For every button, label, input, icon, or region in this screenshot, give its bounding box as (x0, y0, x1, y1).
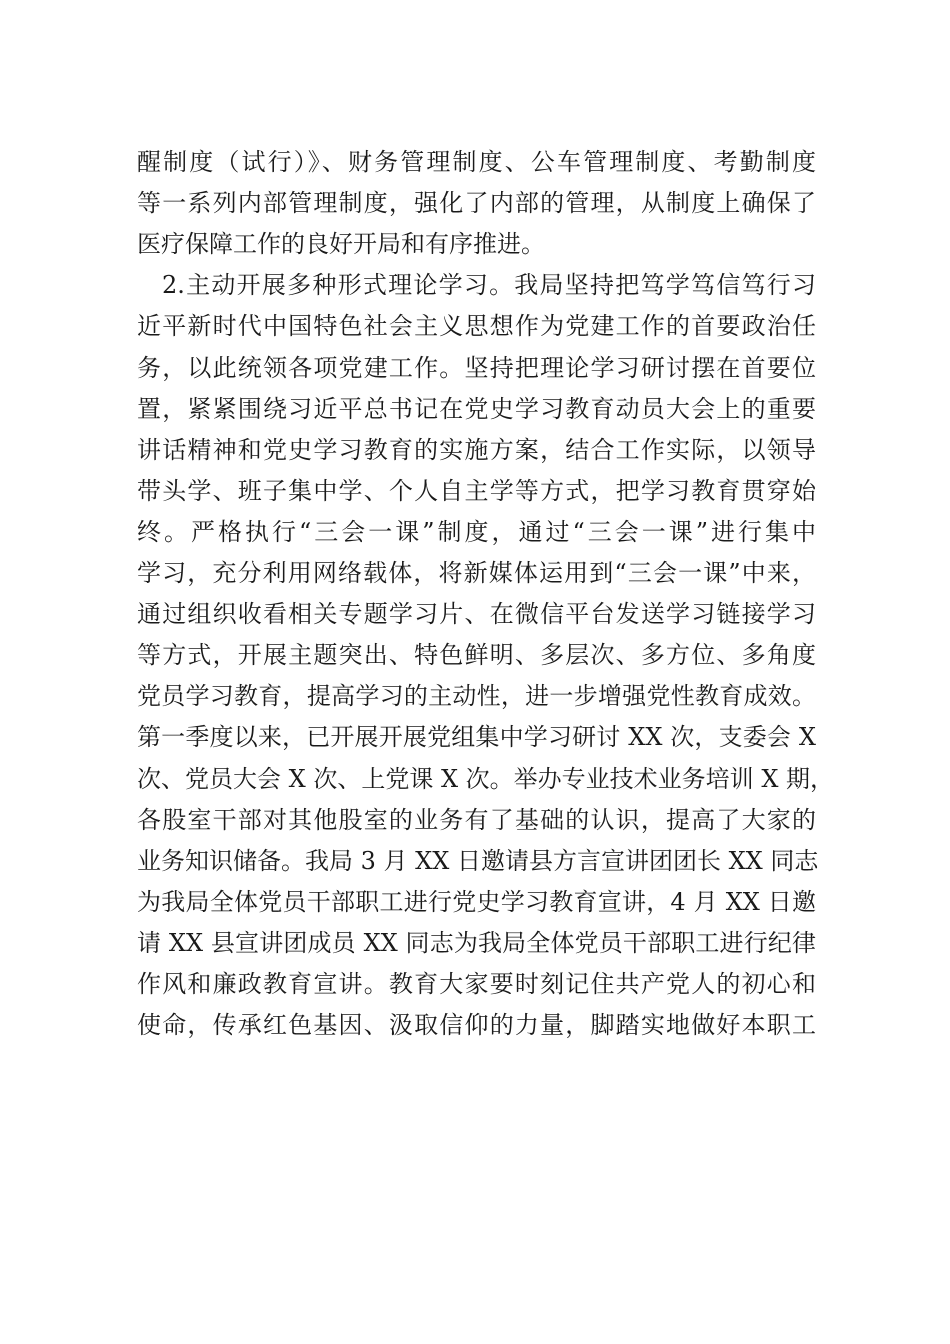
text-line: 请 XX 县宣讲团成员 XX 同志为我局全体党员干部职工进行纪律 (137, 928, 816, 957)
text-line: 医疗保障工作的良好开局和有序推进。 (137, 230, 545, 259)
text-line: 业务知识储备。我局 3 月 XX 日邀请县方言宣讲团团长 XX 同志 (137, 846, 819, 875)
text-line: 为我局全体党员干部职工进行党史学习教育宣讲，4 月 XX 日邀 (137, 887, 816, 916)
text-line: 讲话精神和党史学习教育的实施方案，结合工作实际，以领导 (137, 435, 816, 464)
text-line: 作风和廉政教育宣讲。教育大家要时刻记住共产党人的初心和 (137, 970, 816, 998)
text-line: 近平新时代中国特色社会主义思想作为党建工作的首要政治任 (137, 312, 816, 341)
text-line: 党员学习教育，提高学习的主动性，进一步增强党性教育成效。 (137, 682, 816, 711)
text-line: 终。严格执行“三会一课”制度，通过“三会一课”进行集中 (137, 517, 816, 546)
text-line: 醒制度（试行）》、财务管理制度、公车管理制度、考勤制度 (137, 148, 816, 176)
paragraph-heading-line: 2.主动开展多种形式理论学习。我局坚持把笃学笃信笃行习 (162, 271, 816, 300)
text-line: 带头学、班子集中学、个人自主学等方式，把学习教育贯穿始 (137, 476, 816, 505)
text-line: 学习，充分利用网络载体，将新媒体运用到“三会一课”中来， (137, 559, 816, 587)
text-line: 使命，传承红色基因、汲取信仰的力量，脚踏实地做好本职工 (137, 1011, 816, 1040)
text-line: 第一季度以来，已开展开展党组集中学习研讨 XX 次，支委会 X (137, 723, 816, 752)
text-line: 等方式，开展主题突出、特色鲜明、多层次、多方位、多角度 (137, 641, 816, 670)
text-line: 等一系列内部管理制度，强化了内部的管理，从制度上确保了 (137, 189, 816, 218)
text-line: 置，紧紧围绕习近平总书记在党史学习教育动员大会上的重要 (137, 394, 816, 423)
text-line: 次、党员大会 X 次、上党课 X 次。举办专业技术业务培训 X 期， (137, 764, 835, 793)
text-line: 各股室干部对其他股室的业务有了基础的认识，提高了大家的 (137, 805, 816, 834)
text-line: 务，以此统领各项党建工作。坚持把理论学习研讨摆在首要位 (137, 353, 816, 382)
text-line: 通过组织收看相关专题学习片、在微信平台发送学习链接学习 (137, 600, 816, 629)
